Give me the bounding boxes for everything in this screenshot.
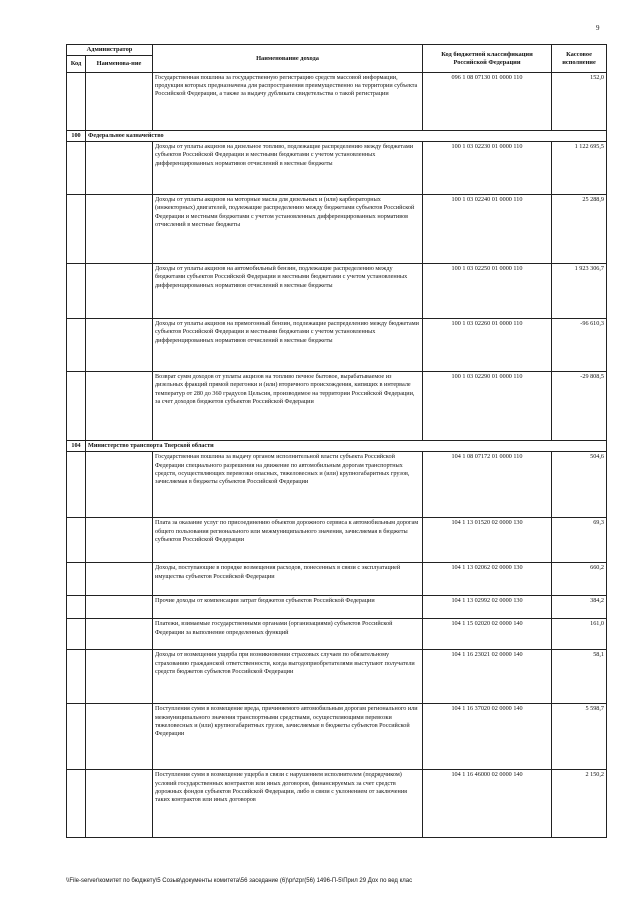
table-row	[67, 195, 607, 264]
kbk-code: 104 1 16 23021 02 0000 140	[423, 650, 552, 704]
income-name: Доходы от уплаты акцизов на моторные масла для дизельных и (или) карбюраторных (инжекторных) двигателей, подлежащие распределению между бюджетами субъектов Российской Федерации и местными бюджетами с учетом установленных дифференцированных нормативов отчислений в местные бюджеты	[153, 195, 423, 264]
income-name: Доходы от уплаты акцизов на автомобильный бензин, подлежащие распределению между бюджетами субъектов Российской Федерации и местными бюджетами с учетом установленных дифференцированных нормативов отчислений в местные бюджеты	[153, 264, 423, 319]
table-row	[67, 264, 607, 319]
amount: 5 598,7	[552, 704, 607, 770]
amount: 1 923 306,7	[552, 264, 607, 319]
income-name: Государственная пошлина за государственную регистрацию средств массовой информации, продукция которых предназначена для распространения преимущественно на территории субъекта Российской Федерации, а также за выдачу дубликата свидетельства о такой регистрации	[153, 73, 423, 131]
table-row	[67, 563, 607, 596]
amount: 1 122 695,5	[552, 142, 607, 195]
kbk-code: 104 1 15 02020 02 0000 140	[423, 619, 552, 650]
kbk-code: 104 1 08 07172 01 0000 110	[423, 452, 552, 518]
page-number: 9	[596, 24, 600, 32]
kbk-code: 104 1 13 02992 02 0000 130	[423, 596, 552, 619]
section-code: 100	[67, 131, 86, 142]
header-code: Код	[67, 56, 86, 73]
header-amount: Кассовое исполнение	[552, 45, 607, 73]
header-admin-name: Наименова-ние	[86, 56, 153, 73]
amount: 384,2	[552, 596, 607, 619]
amount: 58,1	[552, 650, 607, 704]
table-row	[67, 704, 607, 770]
kbk-code: 100 1 03 02290 01 0000 110	[423, 372, 552, 441]
header-administrator: Администратор	[67, 45, 153, 56]
table-row	[67, 142, 607, 195]
header-income-name: Наименование дохода	[153, 45, 423, 73]
kbk-code: 104 1 16 37020 02 0000 140	[423, 704, 552, 770]
header-kbk: Код бюджетной классификации Российской Федерации	[423, 45, 552, 73]
kbk-code: 096 1 08 07130 01 0000 110	[423, 73, 552, 131]
table-row	[67, 650, 607, 704]
income-name: Возврат сумм доходов от уплаты акцизов на топливо печное бытовое, вырабатываемое из дизельных фракций прямой перегонки и (или) вторичного происхождения, кипящих в интервале температур от 280 до 360 градусов Цельсия, производимое на территории Российской Федерации, за счет доходов бюджетов субъектов Российской Федерации	[153, 372, 423, 441]
table-row	[67, 518, 607, 563]
revenue-table	[66, 44, 607, 838]
income-name: Доходы, поступающие в порядке возмещения расходов, понесенных в связи с эксплуатацией имущества субъектов Российской Федерации	[153, 563, 423, 596]
kbk-code: 100 1 03 02230 01 0000 110	[423, 142, 552, 195]
income-name: Поступления сумм в возмещение вреда, причиняемого автомобильным дорогам регионального или межмуниципального значения транспортными средствами, осуществляющими перевозки тяжеловесных и (или) крупногабаритных грузов, зачисляемые в бюджеты субъектов Российской Федерации	[153, 704, 423, 770]
amount: 161,0	[552, 619, 607, 650]
amount: 69,3	[552, 518, 607, 563]
section-title: Федеральное казначейство	[86, 131, 607, 142]
amount: 504,6	[552, 452, 607, 518]
section-code: 104	[67, 441, 86, 452]
income-name: Прочие доходы от компенсации затрат бюджетов субъектов Российской Федерации	[153, 596, 423, 619]
kbk-code: 100 1 03 02260 01 0000 110	[423, 319, 552, 372]
section-header	[67, 131, 607, 142]
section-header	[67, 441, 607, 452]
amount: 660,2	[552, 563, 607, 596]
kbk-code: 100 1 03 02240 01 0000 110	[423, 195, 552, 264]
amount: -96 610,3	[552, 319, 607, 372]
table-row	[67, 619, 607, 650]
amount: 2 150,2	[552, 770, 607, 838]
income-name: Доходы от возмещения ущерба при возникновении страховых случаев по обязательному страхованию гражданской ответственности, когда выгодоприобретателями выступают получатели средств бюджетов субъектов Российской Федерации	[153, 650, 423, 704]
kbk-code: 104 1 13 02062 02 0000 130	[423, 563, 552, 596]
section-title: Министерство транспорта Тверской области	[86, 441, 607, 452]
income-name: Поступления сумм в возмещение ущерба в связи с нарушением исполнителем (подрядчиком) условий государственных контрактов или иных договоров, финансируемых за счет средств дорожных фондов субъектов Российской Федерации, либо в связи с уклонением от заключения таких контрактов или иных договоров	[153, 770, 423, 838]
income-name: Плата за оказание услуг по присоединению объектов дорожного сервиса к автомобильным дорогам общего пользования регионального или межмуниципального значения, зачисляемая в бюджеты субъектов Российской Федерации	[153, 518, 423, 563]
income-name: Доходы от уплаты акцизов на прямогонный бензин, подлежащие распределению между бюджетами субъектов Российской Федерации и местными бюджетами с учетом установленных дифференцированных нормативов отчислений в местные бюджеты	[153, 319, 423, 372]
table-row	[67, 319, 607, 372]
income-name: Доходы от уплаты акцизов на дизельное топливо, подлежащие распределению между бюджетами субъектов Российской Федерации и местными бюджетами с учетом установленных дифференцированных нормативов отчислений в местные бюджеты	[153, 142, 423, 195]
table-row	[67, 452, 607, 518]
table-row	[67, 596, 607, 619]
file-path-footer: \\File-server\комитет по бюджету\5 Созыв\документы комитета\56 заседание (6)\pr\zpr(56) 1496-П-5\Прил 29 Дох по вед клас	[66, 878, 413, 884]
amount: -29 808,5	[552, 372, 607, 441]
amount: 152,0	[552, 73, 607, 131]
table-row	[67, 73, 607, 131]
kbk-code: 100 1 03 02250 01 0000 110	[423, 264, 552, 319]
table-row	[67, 770, 607, 838]
table-row	[67, 372, 607, 441]
income-name: Платежи, взимаемые государственными органами (организациями) субъектов Российской Федерации за выполнение определенных функций	[153, 619, 423, 650]
income-name: Государственная пошлина за выдачу органом исполнительной власти субъекта Российской Федерации специального разрешения на движение по автомобильным дорогам транспортных средств, осуществляющих перевозки опасных, тяжеловесных и (или) крупногабаритных грузов, зачисляемая в бюджеты субъектов Российской Федерации	[153, 452, 423, 518]
kbk-code: 104 1 16 46000 02 0000 140	[423, 770, 552, 838]
kbk-code: 104 1 13 01520 02 0000 130	[423, 518, 552, 563]
amount: 25 288,9	[552, 195, 607, 264]
